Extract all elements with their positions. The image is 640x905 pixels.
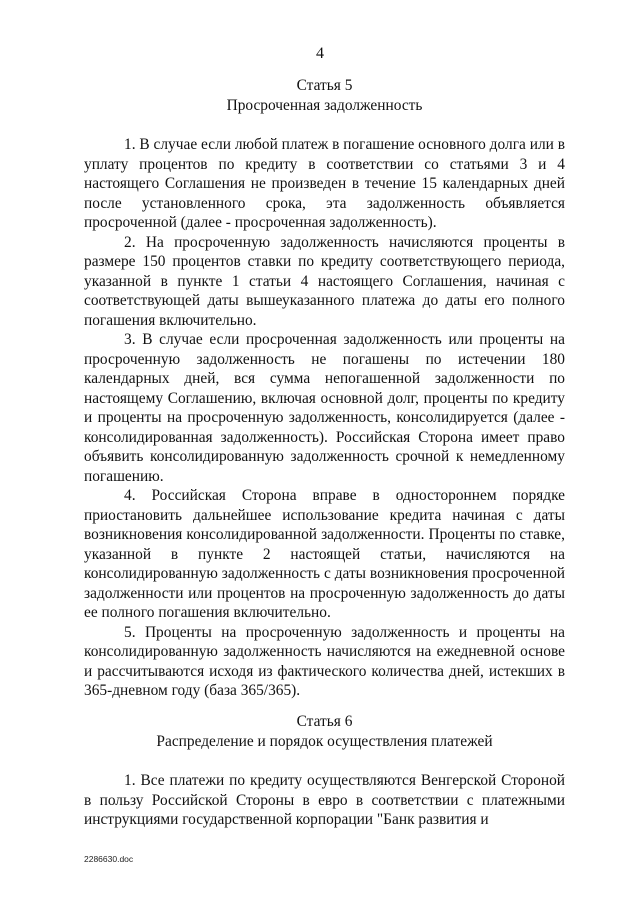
- article-5-title: Просроченная задолженность: [226, 96, 423, 114]
- footer-filename: 2286630.doc: [84, 854, 134, 864]
- article-5-paragraph-1: 1. В случае если любой платеж в погашение основного долга или в уплату процентов по кредиту в соответствии со статьями 3 и 4 настоящего Соглашения не произведен в течение 15 календарных дней после установленного срока, эта задолженность объявляется просроченной (далее - просроченная задолженность).: [84, 136, 565, 231]
- article-5-label: Статья 5: [296, 77, 353, 94]
- article-5-paragraph-3: 3. В случае если просроченная задолженность или проценты на просроченную задолженность не погашены по истечении 180 календарных дней, вся сумма непогашенной задолженности по настоящему Соглашению, включая основной долг, проценты по кредиту и проценты на просроченную задолженность, консолидируется (далее - консолидированная задолженность). Российская Сторона имеет право объявить консолидированную задолженность срочной к немедленному погашению.: [84, 331, 565, 485]
- article-5-paragraph-5: 5. Проценты на просроченную задолженность и проценты на консолидированную задолженность начисляются на ежедневной основе и рассчитываются исходя из фактического количества дней, истекших в 365-дневном году (база 365/365).: [84, 623, 565, 699]
- heading-spacer: [84, 751, 565, 771]
- article-6-paragraph-1: 1. Все платежи по кредиту осуществляются Венгерской Стороной в пользу Российской Стороны в евро в соответствии с платежными инструкциями государственной корпорации "Банк развития и: [84, 772, 565, 828]
- article-6-title: Распределение и порядок осуществления платежей: [156, 732, 493, 750]
- article-6: [84, 712, 565, 830]
- article-6-label: Статья 6: [296, 713, 353, 730]
- page-number: 4: [316, 45, 324, 62]
- article-5-paragraph-4: 4. Российская Сторона вправе в одностороннем порядке приостановить дальнейшее использование кредита начиная с даты возникновения консолидированной задолженности. Проценты по ставке, указанной в пункте 2 настоящей статьи, начисляются на консолидированную задолженность с даты возникновения просроченной задолженности или процентов на просроченную задолженность до даты ее полного погашения включительно.: [84, 487, 565, 621]
- article-5-paragraph-2: 2. На просроченную задолженность начисляются проценты в размере 150 процентов ставки по кредиту соответствующего периода, указанной в пункте 1 статьи 4 настоящего Соглашения, начиная с соответствующей даты вышеуказанного платежа до даты его полного погашения включительно.: [84, 233, 565, 329]
- article-5: [84, 76, 565, 701]
- heading-spacer: [84, 115, 565, 135]
